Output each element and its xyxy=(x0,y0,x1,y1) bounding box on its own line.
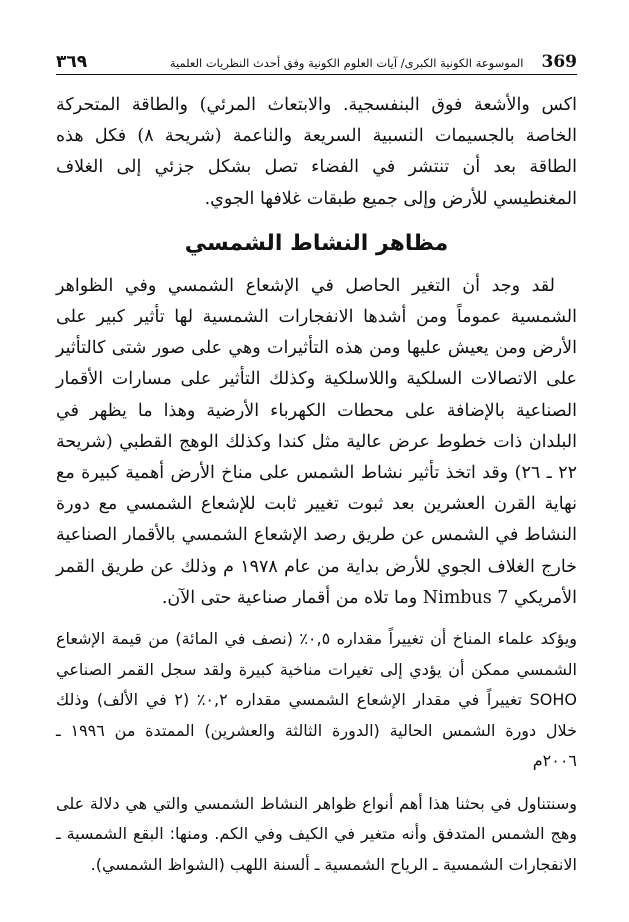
closing-paragraph: وسنتناول في بحثنا هذا أهم أنواع ظواهر النشاط الشمسي والتي هي دلالة على وهج الشمس المتدفق وأنه متغير في الكيف وفي الكم. ومنها: البقع الشمسية ـ الانفجارات الشمسية ـ الرياح الشمسية ـ ألسنة اللهب (الشواظ الشمسي). xyxy=(56,793,577,874)
page-number-arabic: ٣٦٩ xyxy=(56,52,88,72)
intro-paragraph: اكس والأشعة فوق البنفسجية. والابتعاث المرئي) والطاقة المتحركة الخاصة بالجسيمات النسبية السريعة والناعمة (شريحة ٨) فكل هذه الطاقة بعد أن تنتشر في الفضاء تصل بشكل جزئي إلى الغلاف المغنطيسي للأرض وإلى جميع طبقات غلافها الجوي. xyxy=(56,95,577,209)
page-number-latin: 369 xyxy=(541,52,577,72)
page-header xyxy=(56,44,577,72)
running-title: الموسوعة الكونية الكبرى/ آيات العلوم الكونية وفق أحدث النظريات العلمية xyxy=(169,56,524,70)
header-rule xyxy=(56,74,577,75)
solar-activity-paragraph: لقد وجد أن التغير الحاصل في الإشعاع الشمسي وفي الظواهر الشمسية عموماً ومن أشدها الانفجارات الشمسية لها تأثير كبير على الأرض ومن يعيش عليها ومن هذه التأثيرات وهي على صور شتى كالتأثير على الاتصالات السلكية واللاسلكية وكذلك التأثير على مسارات الأقمار الصناعية بالإضافة على محطات الكهرباء الأرضية وهذا ما يظهر في البلدان ذات خطوط عرض عالية مثل كندا وكذلك الوهج القطبي (شريحة ٢٢ ـ ٢٦) وقد اتخذ تأثير نشاط الشمس على مناخ الأرض أهمية كبيرة مع نهاية القرن العشرين بعد ثبوت تغيير ثابت للإشعاع الشمسي مع دورة النشاط في الشمس عن طريق رصد الإشعاع الشمسي بالأقمار الصناعية خارج الغلاف الجوي للأرض بداية من عام ١٩٧٨ م وذلك عن طريق القمر الأمريكي Nimbus 7 وما تلاه من أقمار صناعية حتى الآن. xyxy=(56,275,577,608)
section-heading: مظاهر النشاط الشمسي xyxy=(184,230,449,256)
page-body xyxy=(56,90,577,880)
climate-paragraph: ويؤكد علماء المناخ أن تغييراً مقداره ٠,٥٪ (نصف في المائة) من قيمة الإشعاع الشمسي ممكن أن يؤدي إلى تغيرات مناخية كبيرة ولقد سجل القمر الصناعي SOHO تغييراً في مقدار الإشعاع الشمسي مقداره ٠,٢٪ (٢ في الألف) وذلك خلال دورة الشمس الحالية (الدورة الثالثة والعشرين) الممتدة من ١٩٩٦ ـ ٢٠٠٦م xyxy=(56,629,577,771)
